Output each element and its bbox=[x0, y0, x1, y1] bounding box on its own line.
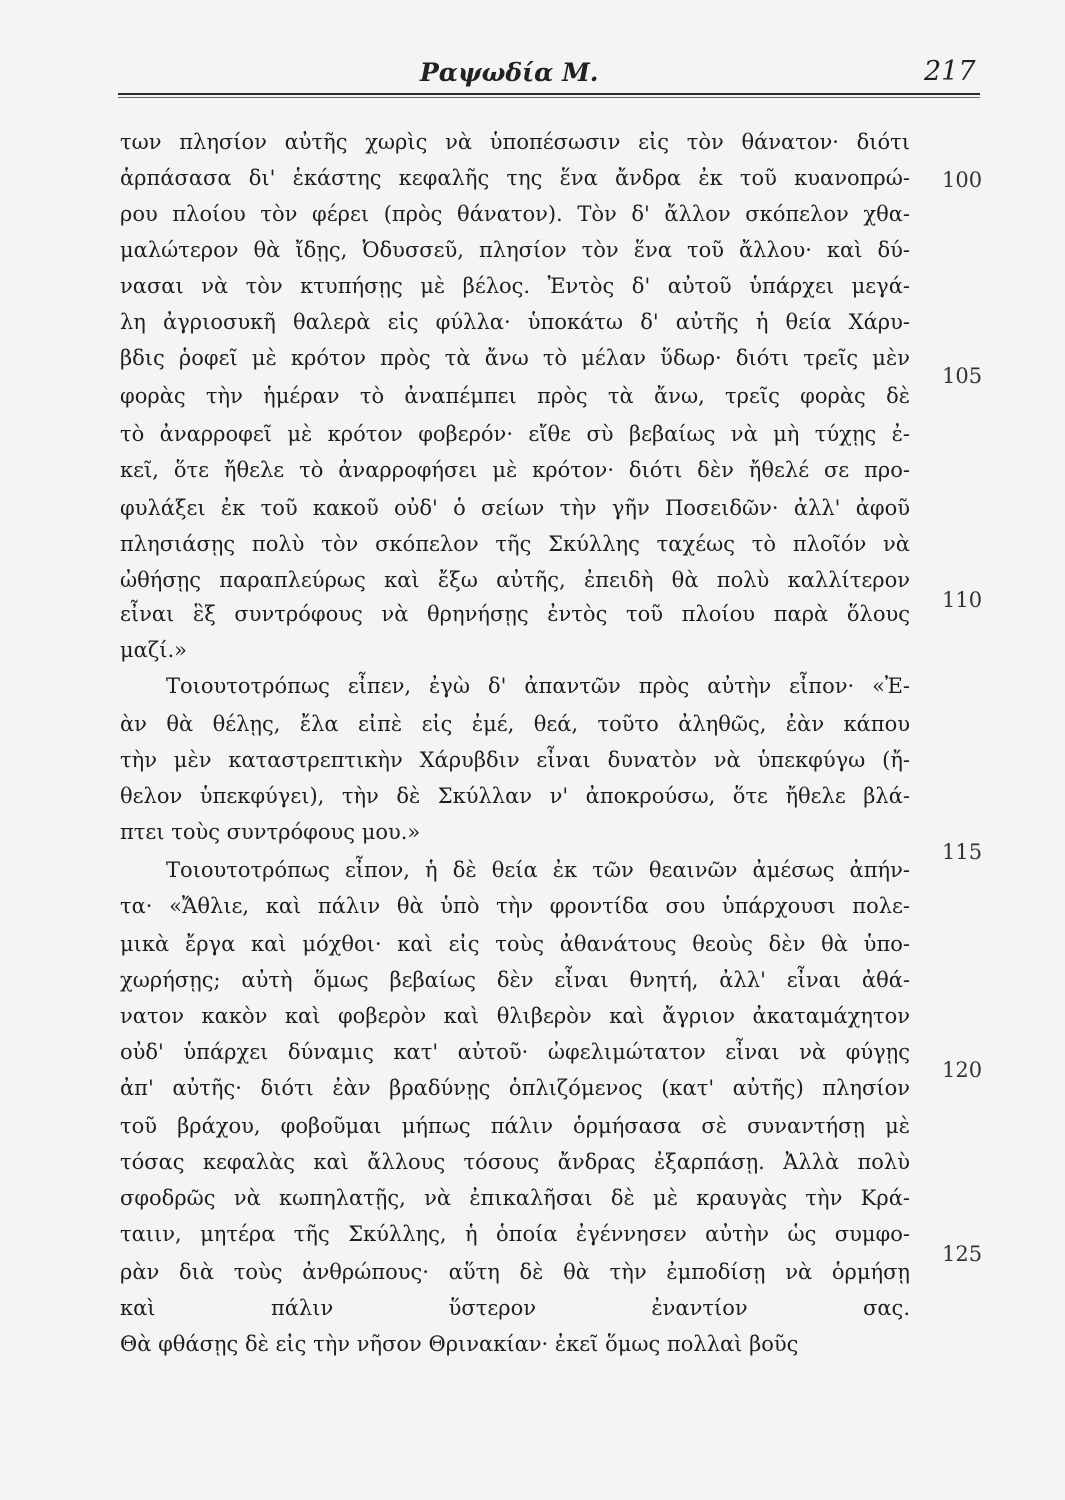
text-line: φορὰς τὴν ἡμέραν τὸ ἀναπέμπει πρὸς τὰ ἄνω, τρεῖς φορὰς δὲ bbox=[120, 384, 910, 408]
text-line: Θὰ φθάσῃς δὲ εἰς τὴν νῆσον Θρινακίαν· ἐκεῖ ὅμως πολλαὶ βοῦς bbox=[120, 1332, 799, 1356]
text-line: τοῦ βράχου, φοβοῦμαι μήπως πάλιν ὁρμήσασα σὲ συναντήσῃ μὲ bbox=[120, 1114, 910, 1138]
text-line: μαλώτερον θὰ ἴδῃς, Ὀδυσσεῦ, πλησίον τὸν ἕνα τοῦ ἄλλου· καὶ δύ- bbox=[120, 238, 910, 262]
line-number: 100 bbox=[942, 168, 983, 192]
text-line: Τοιουτοτρόπως εἶπον, ἡ δὲ θεία ἐκ τῶν θεαινῶν ἀμέσως ἀπήν- bbox=[166, 858, 910, 882]
text-line: ταιιν, μητέρα τῆς Σκύλλης, ἡ ὁποία ἐγέννησεν αὐτὴν ὡς συμφο- bbox=[120, 1222, 910, 1246]
text-line: Τοιουτοτρόπως εἶπεν, ἐγὼ δ' ἀπαντῶν πρὸς αὐτὴν εἶπον· «Ἐ- bbox=[166, 674, 910, 698]
text-line: καὶ πάλιν ὕστερον ἐναντίον σας. bbox=[120, 1296, 910, 1320]
text-line: τα· «Ἄθλιε, καὶ πάλιν θὰ ὑπὸ τὴν φροντίδα σου ὑπάρχουσι πολε- bbox=[120, 894, 910, 918]
text-line: κεῖ, ὅτε ἤθελε τὸ ἀναρροφήσει μὲ κρότον· διότι δὲν ἤθελέ σε προ- bbox=[120, 458, 910, 482]
text-line: οὐδ' ὑπάρχει δύναμις κατ' αὐτοῦ· ὠφελιμώτατον εἶναι νὰ φύγῃς bbox=[120, 1040, 910, 1064]
text-line: χωρήσῃς; αὐτὴ ὅμως βεβαίως δὲν εἶναι θνητή, ἀλλ' εἶναι ἀθά- bbox=[120, 968, 910, 992]
text-line: μικὰ ἔργα καὶ μόχθοι· καὶ εἰς τοὺς ἀθανάτους θεοὺς δὲν θὰ ὑπο- bbox=[120, 932, 910, 956]
line-number: 120 bbox=[942, 1058, 983, 1082]
text-line: των πλησίον αὐτῆς χωρὶς νὰ ὑποπέσωσιν εἰς τὸν θάνατον· διότι bbox=[120, 130, 910, 154]
line-number: 105 bbox=[942, 364, 983, 388]
text-line: σφοδρῶς νὰ κωπηλατῇς, νὰ ἐπικαλῆσαι δὲ μὲ κραυγὰς τὴν Κρά- bbox=[120, 1186, 910, 1210]
text-line: ρὰν διὰ τοὺς ἀνθρώπους· αὕτη δὲ θὰ τὴν ἐμποδίσῃ νὰ ὁρμήσῃ bbox=[120, 1260, 910, 1284]
text-line: ἁρπάσασα δι' ἑκάστης κεφαλῆς της ἕνα ἄνδρα ἐκ τοῦ κυανοπρώ- bbox=[120, 166, 910, 190]
text-line: λη ἀγριοσυκῆ θαλερὰ εἰς φύλλα· ὑποκάτω δ' αὐτῆς ἡ θεία Χάρυ- bbox=[120, 310, 910, 334]
text-line: τὴν μὲν καταστρεπτικὴν Χάρυβδιν εἶναι δυνατὸν νὰ ὑπεκφύγω (ἤ- bbox=[120, 748, 910, 772]
text-line: τόσας κεφαλὰς καὶ ἄλλους τόσους ἄνδρας ἐξαρπάσῃ. Ἀλλὰ πολὺ bbox=[120, 1150, 910, 1174]
header-rule-thin bbox=[118, 97, 980, 98]
text-line: πτει τοὺς συντρόφους μου.» bbox=[120, 820, 421, 844]
text-line: ἀπ' αὐτῆς· διότι ἐὰν βραδύνῃς ὁπλιζόμενος (κατ' αὐτῆς) πλησίον bbox=[120, 1076, 910, 1100]
text-line: τὸ ἀναρροφεῖ μὲ κρότον φοβερόν· εἴθε σὺ βεβαίως νὰ μὴ τύχῃς ἐ- bbox=[120, 422, 910, 446]
text-line: νασαι νὰ τὸν κτυπήσῃς μὲ βέλος. Ἐντὸς δ' αὐτοῦ ὑπάρχει μεγά- bbox=[120, 274, 910, 298]
running-title: Ραψωδία Μ. bbox=[420, 58, 599, 87]
text-line bbox=[166, 1373, 910, 1403]
line-number: 110 bbox=[942, 588, 983, 612]
text-line: ρου πλοίου τὸν φέρει (πρὸς θάνατον). Τὸν δ' ἄλλον σκόπελον χθα- bbox=[120, 202, 910, 226]
text-line: μαζί.» bbox=[120, 638, 187, 662]
page-number: 217 bbox=[924, 56, 976, 87]
text-line: πλησιάσῃς πολὺ τὸν σκόπελον τῆς Σκύλλης ταχέως τὸ πλοῖόν νὰ bbox=[120, 532, 910, 556]
text-line: φυλάξει ἐκ τοῦ κακοῦ οὐδ' ὁ σείων τὴν γῆν Ποσειδῶν· ἀλλ' ἀφοῦ bbox=[120, 496, 910, 520]
text-line: εἶναι ἓξ συντρόφους νὰ θρηνήσῃς ἐντὸς τοῦ πλοίου παρὰ ὅλους bbox=[120, 602, 910, 626]
text-line: βδις ῥοφεῖ μὲ κρότον πρὸς τὰ ἄνω τὸ μέλαν ὕδωρ· διότι τρεῖς μὲν bbox=[120, 346, 910, 370]
line-number: 125 bbox=[942, 1242, 983, 1266]
text-line: νατον κακὸν καὶ φοβερὸν καὶ θλιβερὸν καὶ ἄγριον ἀκαταμάχητον bbox=[120, 1004, 910, 1028]
text-line: ὠθήσῃς παραπλεύρως καὶ ἔξω αὐτῆς, ἐπειδὴ θὰ πολὺ καλλίτερον bbox=[120, 568, 910, 592]
header-rule bbox=[118, 93, 980, 95]
line-number: 115 bbox=[942, 840, 983, 864]
text-line: ὰν θὰ θέλῃς, ἔλα εἰπὲ εἰς ἐμέ, θεά, τοῦτο ἀληθῶς, ἐὰν κάπου bbox=[120, 712, 910, 736]
text-line: θελον ὑπεκφύγει), τὴν δὲ Σκύλλαν ν' ἀποκρούσω, ὅτε ἤθελε βλά- bbox=[120, 784, 910, 808]
